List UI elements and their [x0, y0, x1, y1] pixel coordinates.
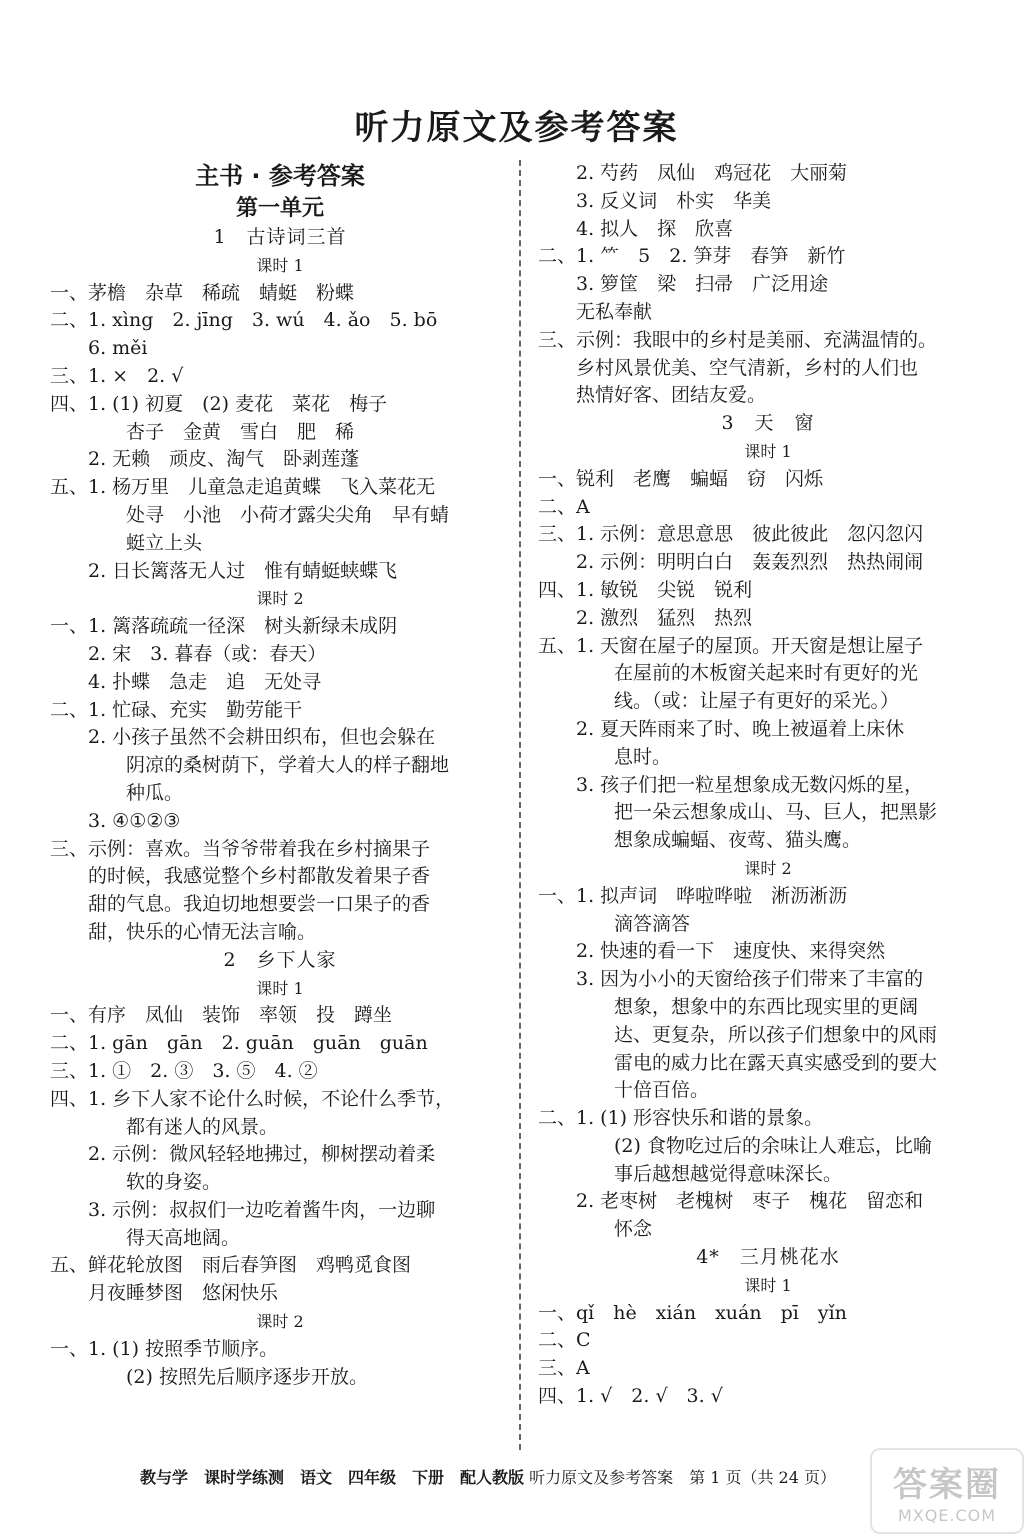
answer-line: 2. 小孩子虽然不会耕田织布，但也会躲在	[88, 726, 436, 749]
answer-line: 甜，快乐的心情无法言喻。	[88, 920, 317, 943]
answer-line: 2. 示例：明明白白 轰轰烈烈 热热闹闹	[576, 551, 924, 574]
answer-line: 四、1. (1) 初夏 (2) 麦花 菜花 梅子	[50, 392, 388, 415]
section-heading: 课时 2	[256, 589, 304, 609]
answer-line: 2. 示例：微风轻轻地拂过，柳树摆动着柔	[88, 1143, 436, 1166]
section-heading: 主书 · 参考答案	[195, 162, 365, 190]
section-heading: 课时 1	[744, 441, 792, 461]
answer-line: 一、有序 凤仙 装饰 率领 投 蹲坐	[50, 1004, 393, 1027]
answer-line: 五、1. 天窗在屋子的屋顶。开天窗是想让屋子	[538, 634, 924, 657]
section-heading: 课时 1	[256, 978, 304, 998]
answer-line: 处寻 小池 小荷才露尖尖角 早有蜻	[126, 503, 450, 526]
answer-line: 2. 激烈 猛烈 热烈	[576, 606, 753, 629]
answer-line: 软的身姿。	[126, 1171, 222, 1194]
answer-line: 息时。	[614, 745, 672, 768]
answer-line: 都有迷人的风景。	[126, 1115, 279, 1138]
answer-line: 3. 孩子们把一粒星想象成无数闪烁的星，	[576, 773, 924, 796]
answer-line: 五、鲜花轮放图 雨后春笋图 鸡鸭觅食图	[50, 1254, 412, 1277]
answer-line: 三、1. ① 2. ③ 3. ⑤ 4. ②	[50, 1059, 318, 1082]
answer-line: 一、1. 拟声词 哗啦哗啦 淅沥淅沥	[538, 884, 848, 907]
answer-line: 得天高地阔。	[126, 1226, 241, 1249]
answer-line: 十倍百倍。	[614, 1079, 710, 1102]
answer-line: 一、1. (1) 按照季节顺序。	[50, 1337, 279, 1360]
answer-line: 三、A	[538, 1357, 590, 1380]
answer-line: 三、1. 示例：意思意思 彼此彼此 忽闪忽闪	[538, 523, 924, 546]
answer-line: 2. 无赖 顽皮、淘气 卧剥莲蓬	[88, 448, 360, 471]
watermark-logo-url: MXQE.COM	[897, 1506, 997, 1525]
answer-line: 蜓立上头	[126, 531, 203, 554]
answer-line: 二、1. (1) 形容快乐和谐的景象。	[538, 1107, 824, 1130]
answer-line: 二、C	[538, 1329, 591, 1352]
answer-line: 雷电的威力比在露天真实感受到的要大	[614, 1051, 938, 1074]
answer-line: 2. 日长篱落无人过 惟有蜻蜓蛱蝶飞	[88, 559, 398, 582]
watermark-logo-text: 答案圈	[893, 1465, 1001, 1505]
answer-line: (2) 按照先后顺序逐步开放。	[126, 1365, 368, 1388]
answer-line: 达、更复杂，所以孩子们想象中的风雨	[614, 1023, 938, 1046]
answer-line: 甜的气息。我迫切地想要尝一口果子的香	[88, 893, 431, 916]
answer-line: 一、1. 篱落疏疏一径深 树头新绿未成阴	[50, 615, 398, 638]
answer-line: 二、1. gān gān 2. guān guān guān	[50, 1032, 428, 1055]
answer-line: 二、1. ⺮ 5 2. 笋芽 春笋 新竹	[538, 245, 846, 268]
answer-line: 三、1. × 2. √	[50, 364, 184, 387]
section-heading: 课时 2	[256, 1312, 304, 1332]
answer-line: 事后越想越觉得意味深长。	[614, 1162, 843, 1185]
section-heading: 2 乡下人家	[223, 948, 337, 971]
answer-line: 五、1. 杨万里 儿童急走追黄蝶 飞入菜花无	[50, 476, 436, 499]
answer-line: 3. 因为小小的天窗给孩子们带来了丰富的	[576, 968, 924, 991]
right-column	[538, 160, 998, 1411]
answer-line: 3. 示例：叔叔们一边吃着酱牛肉，一边聊	[88, 1198, 436, 1221]
answer-line: 2. 快速的看一下 速度快、来得突然	[576, 940, 886, 963]
answer-line: 4. 拟人 探 欣喜	[576, 217, 734, 240]
footer-book-info: 教与学 课时学练测 语文 四年级 下册 配人教版	[140, 1468, 525, 1487]
answer-line: 6. měi	[88, 337, 148, 360]
answer-line: 想象成蝙蝠、夜莺、猫头鹰。	[614, 829, 862, 852]
answer-line: 在屋前的木板窗关起来时有更好的光	[614, 662, 919, 685]
section-heading: 4* 三月桃花水	[696, 1246, 840, 1269]
answer-line: 四、1. 敏锐 尖锐 锐利	[538, 578, 753, 601]
section-heading: 课时 1	[256, 255, 304, 275]
section-heading: 课时 2	[744, 858, 792, 878]
answer-line: 二、1. xìng 2. jīng 3. wú 4. ǎo 5. bō	[50, 309, 438, 332]
answer-line: 三、示例：我眼中的乡村是美丽、充满温情的。	[538, 328, 938, 351]
section-heading: 第一单元	[235, 196, 324, 221]
page-title: 听力原文及参考答案	[354, 108, 679, 148]
left-column	[50, 160, 510, 1391]
answer-line: 四、1. √ 2. √ 3. √	[538, 1385, 723, 1408]
answer-line: 的时候，我感觉整个乡村都散发着果子香	[88, 865, 431, 888]
section-heading: 3 天 窗	[721, 412, 815, 435]
answer-line: 怀念	[614, 1218, 653, 1241]
answer-line: 阴凉的桑树荫下，学着大人的样子翻地	[126, 754, 450, 777]
answer-line: 2. 宋 3. 暮春（或：春天）	[88, 642, 327, 665]
answer-line: 2. 夏天阵雨来了时、晚上被逼着上床休	[576, 717, 905, 740]
watermark-logo	[870, 1448, 1024, 1534]
answer-line: (2) 食物吃过后的余味让人难忘，比喻	[614, 1134, 932, 1157]
answer-line: 线。（或：让屋子有更好的采光。）	[614, 690, 900, 713]
answer-line: 二、A	[538, 495, 590, 518]
answer-line: 一、茅檐 杂草 稀疏 蜻蜓 粉蝶	[50, 281, 355, 304]
answer-line: 想象，想象中的东西比现实里的更阔	[614, 995, 919, 1018]
answer-line: 三、示例：喜欢。当爷爷带着我在乡村摘果子	[50, 837, 431, 860]
footer-page-info: 听力原文及参考答案 第 1 页（共 24 页）	[529, 1468, 836, 1487]
answer-line: 热情好客、团结友爱。	[576, 384, 767, 407]
column-divider	[519, 160, 521, 1450]
answer-line: 乡村风景优美、空气清新，乡村的人们也	[576, 356, 919, 379]
answer-line: 二、1. 忙碌、充实 勤劳能干	[50, 698, 303, 721]
answer-line: 滴答滴答	[614, 912, 691, 935]
answer-line: 3. ④①②③	[88, 809, 181, 832]
answer-line: 种瓜。	[126, 781, 184, 804]
answer-line: 杏子 金黄 雪白 肥 稀	[126, 420, 355, 443]
section-heading: 1 古诗词三首	[213, 226, 347, 248]
answer-line: 3. 箩筐 梁 扫帚 广泛用途	[576, 273, 829, 296]
answer-line: 四、1. 乡下人家不论什么时候，不论什么季节，	[50, 1087, 455, 1110]
answer-line: 无私奉献	[576, 300, 653, 323]
answer-line: 一、锐利 老鹰 蝙蝠 窃 闪烁	[538, 467, 824, 490]
answer-line: 4. 扑蝶 急走 追 无处寻	[88, 670, 322, 693]
answer-line: 一、qǐ hè xián xuán pī yǐn	[538, 1301, 847, 1324]
answer-line: 2. 老枣树 老槐树 枣子 槐花 留恋和	[576, 1190, 924, 1213]
answer-line: 2. 芍药 凤仙 鸡冠花 大丽菊	[576, 162, 848, 184]
answer-line: 把一朵云想象成山、马、巨人，把黑影	[614, 801, 938, 824]
answer-line: 月夜睡梦图 悠闲快乐	[88, 1282, 279, 1305]
answer-line: 3. 反义词 朴实 华美	[576, 189, 772, 212]
section-heading: 课时 1	[744, 1275, 792, 1295]
